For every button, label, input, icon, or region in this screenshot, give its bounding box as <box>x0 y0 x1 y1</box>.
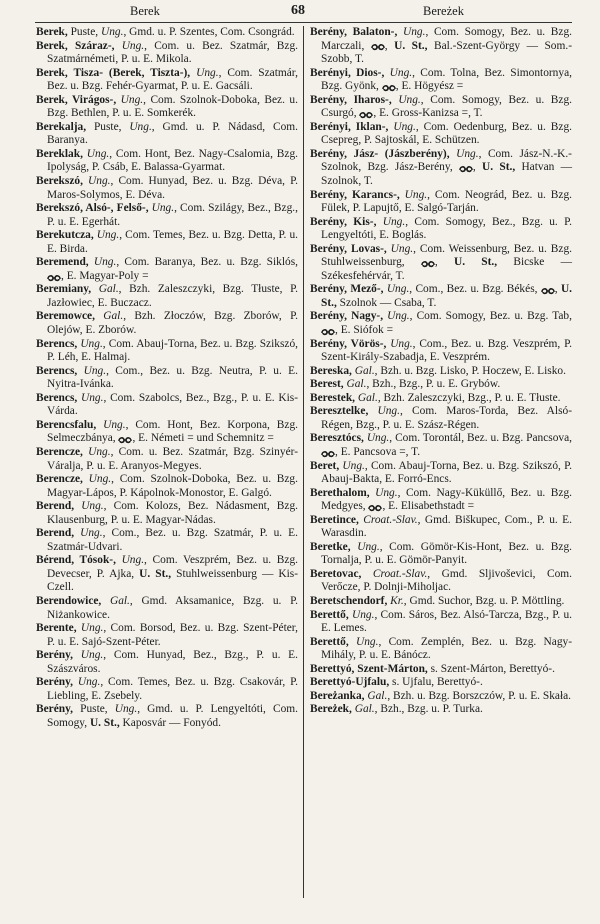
entry-region: Ung. <box>342 459 365 472</box>
entry-railway-station: U. St., <box>89 716 120 729</box>
entry-region: Ung. <box>81 391 104 404</box>
entry-region: Ung. <box>393 120 416 133</box>
entry-headword: Berény, Iharos-, <box>310 93 392 106</box>
entry-headword: Berettő, <box>310 608 349 621</box>
entry-region: Ung. <box>77 676 101 689</box>
entry-text <box>101 595 110 607</box>
gazetteer-entry <box>36 703 298 730</box>
entry-region: Ung. <box>355 635 379 648</box>
entry-text: Szolnok — Csaba, T. <box>336 296 437 309</box>
entry-text: , Gmd. Aksamanice, Bzg. u. P. Niżankowice. <box>47 594 298 621</box>
gazetteer-entry <box>36 446 298 473</box>
entry-text: Puste, <box>67 26 101 38</box>
entry-text: , Bzh. Zaleszczyki, Bzg., P. u. E. Tłuste. <box>377 391 561 404</box>
entry-region: Gal. <box>354 703 375 716</box>
gazetteer-entry <box>36 94 298 121</box>
gazetteer-entry <box>310 148 572 189</box>
entry-region: Ung. <box>366 432 390 445</box>
post-horn-icon <box>359 110 373 117</box>
entry-headword: Berendowice, <box>36 594 102 607</box>
entry-text <box>114 40 121 52</box>
entry-headword: Berényi, Dios-, <box>310 66 385 79</box>
entry-region: Croat.-Slav. <box>372 567 428 580</box>
entry-text <box>91 283 99 295</box>
entry-headword: Berekszó, Alsó-, Felső-, <box>36 202 149 215</box>
entry-text: , <box>554 283 561 296</box>
entry-region: Ung. <box>88 445 111 458</box>
gazetteer-entry <box>310 310 572 337</box>
entry-text: Puste, <box>73 703 115 716</box>
entry-text: , Com. Veszprém, Bez. u. Bzg. Devecser, P. Ajka, <box>47 554 298 580</box>
entry-headword: Berencze, <box>36 473 83 486</box>
entry-text <box>73 649 81 661</box>
entry-headword: Berény, Mező-, <box>310 283 384 296</box>
entry-region: Ung. <box>151 202 175 215</box>
entry-text: , Bzh. Złoczów, Bzg. Zborów, P. Olejów, E. Zborów. <box>47 310 298 337</box>
gazetteer-entry <box>310 663 572 677</box>
gazetteer-entry <box>310 541 572 568</box>
entry-region: Ung. <box>103 418 126 431</box>
entry-region: Ung. <box>390 337 413 350</box>
entry-headword: Bereżek, <box>310 703 352 716</box>
post-horn-icon <box>371 42 385 49</box>
entry-text: , E. Németi = und Schemnitz = <box>132 432 274 445</box>
entry-headword: Beretince, <box>310 513 359 526</box>
entry-headword: Bereżanka, <box>310 689 365 702</box>
entry-text: , <box>434 256 454 269</box>
entry-region: Ung. <box>129 120 152 133</box>
gazetteer-entry <box>310 636 572 663</box>
entry-headword: Berény, Nagy-, <box>310 310 384 323</box>
entry-headword: Beretschendorf, <box>310 594 388 607</box>
gazetteer-entry <box>36 554 298 595</box>
entry-region: Gal. <box>103 310 124 323</box>
gazetteer-entry <box>310 460 572 487</box>
entry-text: , E. Pancsova =, T. <box>335 445 421 458</box>
entry-headword: Berény, Vörös-, <box>310 337 387 350</box>
entry-text: Stuhlweissenburg — Kis-Czell. <box>47 567 298 594</box>
entry-text <box>368 405 377 417</box>
entry-region: Ung. <box>88 473 112 486</box>
entry-text: , Com. Maros-Torda, Bez. Alsó-Régen, Bzg., P. u. E. Szász-Régen. <box>321 405 572 431</box>
entry-headword: Berettyó-Ujfalu, <box>310 676 390 689</box>
entry-text: , Com. Weissenburg, Bez. u. Bzg. Stuhlweissenburg, <box>321 242 572 269</box>
gazetteer-entry <box>36 365 298 392</box>
entry-region: Ung. <box>387 310 410 323</box>
entry-text: , Com. Sáros, Bez. Alsó-Tarcza, Bzg., P. u. E. Lemes. <box>321 608 572 635</box>
gazetteer-entry <box>36 676 298 703</box>
entry-region: Kr. <box>390 594 404 607</box>
entry-text: , Com. Gömör-Kis-Hont, Bez. u. Bzg. Tornalja, P. u. E. Gömör-Panyit. <box>321 540 572 567</box>
entry-text: Puste, <box>86 120 130 133</box>
entry-headword: Berényi, Iklan-, <box>310 120 389 133</box>
entry-text: , Com. Borsod, Bez. u. Bzg. Szent-Péter, P. u. E. Sajó-Szent-Péter. <box>47 622 298 648</box>
entry-text: , Com. Hunyad, Bez. u. Bzg. Déva, P. Maros-Solymos, E. Déva. <box>47 175 298 201</box>
entry-region: Ung. <box>456 147 479 160</box>
entry-headword: Berény, <box>36 703 74 716</box>
entry-headword: Berethalom, <box>310 486 370 499</box>
entry-region: Ung. <box>80 622 104 635</box>
entry-headword: Berekalja, <box>36 120 87 133</box>
gazetteer-entry <box>36 622 298 649</box>
post-horn-icon <box>118 435 132 442</box>
post-horn-icon <box>321 327 335 334</box>
gazetteer-entry <box>310 243 572 284</box>
entry-text: , Com., Bez. u. Bzg. Veszprém, P. Szent-Király-Szabadja, E. Veszprém. <box>321 337 572 364</box>
gazetteer-entry <box>310 568 572 595</box>
entry-region: Gal. <box>346 378 367 391</box>
entry-text: , Gmd. u. P. Nádasd, Com. Baranya. <box>47 120 298 147</box>
right-column <box>310 26 572 717</box>
gazetteer-entry <box>310 216 572 243</box>
entry-region: Ung. <box>398 93 421 106</box>
entry-text: , Bzh. Zaleszczyki, Bzg. Tłuste, P. Jazłowiec, E. Buczacz. <box>47 283 298 309</box>
entry-text <box>349 636 356 648</box>
entry-railway-station: U. St., <box>482 161 516 174</box>
entry-headword: Bereklak, <box>36 147 83 160</box>
entry-region: Ung. <box>196 66 219 79</box>
page-number: 68 <box>291 3 305 18</box>
entry-headword: Berény, Kis-, <box>310 215 377 228</box>
entry-region: Ung. <box>120 93 144 106</box>
entry-region: Ung. <box>404 188 428 201</box>
gazetteer-entry <box>310 67 572 94</box>
entry-region: Ung. <box>100 26 124 38</box>
entry-railway-station: U. St., <box>139 567 172 580</box>
entry-text: Kaposvár — Fonyód. <box>119 716 221 729</box>
gazetteer-entry <box>310 703 572 717</box>
gazetteer-entry <box>36 40 298 67</box>
gazetteer-entry <box>36 256 298 283</box>
entry-headword: Berekutcza, <box>36 229 94 242</box>
entry-region: Ung. <box>80 649 104 662</box>
entry-text: , Com. Szolnok-Doboka, Bez. u. Bzg. Bethlen, P. u. E. Somkerék. <box>47 93 298 120</box>
entry-region: Ung. <box>86 147 110 160</box>
entry-headword: Berény, Karancs-, <box>310 188 400 201</box>
entry-headword: Beremiany, <box>36 283 92 296</box>
gazetteer-entry <box>36 175 298 202</box>
entry-headword: Berény, <box>36 676 74 689</box>
entry-text: , Com. Temes, Bez. u. Bzg. Csakovár, P. Liebling, E. Zsebely. <box>47 676 298 702</box>
gazetteer-entry <box>310 121 572 148</box>
entry-region: Ung. <box>80 337 103 350</box>
gazetteer-entry <box>36 500 298 527</box>
entry-text: , Com. Szatmár, Bez. u. Bzg. Fehér-Gyarmat, P. u. E. Gacsáli. <box>47 66 298 93</box>
entry-text: , Gmd. u. P. Szentes, Com. Csongrád. <box>123 26 295 38</box>
gazetteer-entry <box>310 365 572 379</box>
gazetteer-entry <box>310 392 572 406</box>
entry-headword: Bereska, <box>310 364 352 377</box>
entry-region: Gal. <box>357 391 378 404</box>
entry-text: , E. Magyar-Poly = <box>61 269 149 282</box>
entry-railway-station: U. St., <box>394 39 428 52</box>
entry-region: Ung. <box>88 175 111 188</box>
entry-text: , Com. Zemplén, Bez. u. Bzg. Nagy-Mihály, P. u. E. Bánócz. <box>321 635 572 662</box>
gazetteer-entry <box>36 649 298 676</box>
entry-region: Ung. <box>357 540 380 553</box>
entry-headword: Beresztelke, <box>310 405 369 418</box>
entry-text: , Com. u. Bez. Szatmár, Bzg. Szinyér-Váralja, P. u. E. Aranyos-Megyes. <box>47 445 298 472</box>
entry-headword: Berente, <box>36 622 77 635</box>
entry-headword: Berek, Száraz-, <box>36 39 115 52</box>
entry-region: Ung. <box>389 66 413 79</box>
entry-text: Bal.-Szent-György — Som.-Szobb, T. <box>321 39 572 66</box>
entry-text: , Com. Szabolcs, Bez., Bzg., P. u. E. Kis-Várda. <box>47 391 298 418</box>
gazetteer-entry <box>310 26 572 67</box>
entry-text: , Com., Bez. u. Bzg. Szatmár, P. u. E. Szatmár-Udvari. <box>47 527 298 553</box>
entry-headword: Berencs, <box>36 364 78 377</box>
entry-headword: Berek, Tisza- (Berek, Tiszta-), <box>36 66 191 79</box>
entry-text: , Com., Bez. u. Bzg. Békés, <box>409 283 541 296</box>
entry-text: , Com. Tolna, Bez. Simontornya, Bzg. Gyönk, <box>321 66 572 93</box>
gazetteer-entry <box>36 67 298 94</box>
entry-text: , Com. Baranya, Bez. u. Bzg. Siklós, <box>116 256 298 269</box>
entry-text: , Com. Temes, Bez. u. Bzg. Detta, P. u. E. Birda. <box>47 229 298 255</box>
entry-region: Ung. <box>83 364 107 377</box>
entry-railway-station: U. St., <box>321 283 573 309</box>
post-horn-icon <box>459 164 473 171</box>
gazetteer-entry <box>36 229 298 256</box>
entry-text: , Com. Szolnok-Doboka, Bez. u. Bzg. Magyar-Lápos, P. Kápolnok-Monostor, E. Galgó. <box>47 473 298 499</box>
entry-headword: Berény, Balaton-, <box>310 26 398 38</box>
entry-headword: Berestek, <box>310 391 356 404</box>
entry-region: Ung. <box>121 554 145 567</box>
entry-region: Croat.-Slav. <box>363 513 418 526</box>
entry-headword: Berend, <box>36 527 75 540</box>
entry-text: , Com. Abauj-Torna, Bez. u. Bzg. Szikszó, P. Abauj-Bakta, E. Forró-Encs. <box>321 459 572 486</box>
post-horn-icon <box>368 503 382 510</box>
entry-text: , Com. u. Bez. Szatmár, Bzg. Szatmárnémeti, P. u. E. Mikola. <box>47 39 299 66</box>
post-horn-icon <box>47 273 61 280</box>
entry-headword: Berencsfalu, <box>36 418 97 431</box>
entry-headword: Berencs, <box>36 337 78 350</box>
entry-headword: Berény, <box>36 649 74 662</box>
post-horn-icon <box>421 259 435 266</box>
gazetteer-entry <box>36 338 298 365</box>
running-head-right: Bereżek <box>423 4 464 18</box>
entry-text: , E. Gross-Kanizsa =, T. <box>373 107 483 120</box>
entry-text: , Com. Somogy, Bez. u. Bzg. Csurgó, <box>321 93 572 120</box>
entry-headword: Berencs, <box>36 391 78 404</box>
entry-text: , <box>384 39 395 52</box>
gazetteer-entry <box>310 595 572 609</box>
entry-region: Ung. <box>375 486 398 499</box>
entry-region: Ung. <box>390 242 414 255</box>
gazetteer-entry <box>36 310 298 337</box>
gazetteer-entry <box>310 283 572 310</box>
entry-region: Ung. <box>351 608 375 621</box>
entry-text: , E. Elisabethstadt = <box>382 500 474 513</box>
entry-text: s. Ujfalu, Berettyó-. <box>389 676 483 689</box>
entry-region: Gal. <box>367 689 388 702</box>
entry-text: , Com. Oedenburg, Bez. u. Bzg. Csepreg, P. Sajtoskál, E. Schützen. <box>321 120 572 147</box>
entry-text: , Com. Nagy-Küküllő, Bez. u. Bzg. Medgyes, <box>321 486 572 513</box>
gazetteer-entry <box>310 405 572 432</box>
gazetteer-entry <box>36 419 298 446</box>
entry-railway-station: U. St., <box>453 256 498 269</box>
column-divider <box>303 26 304 898</box>
entry-region: Ung. <box>402 26 426 38</box>
gazetteer-entry <box>36 595 298 622</box>
entry-text: Hatvan — Szolnok, T. <box>321 161 572 188</box>
entry-text: , Bzh. u. Bzg. Borszczów, P. u. E. Skała. <box>387 689 572 702</box>
entry-headword: Beremend, <box>36 256 89 269</box>
entry-headword: Berencze, <box>36 445 83 458</box>
gazetteer-entry <box>310 487 572 514</box>
entry-text: , Bzh., Bzg. u. P. Turka. <box>374 703 483 716</box>
entry-text: , Bzh., Bzg., P. u. E. Grybów. <box>366 378 501 391</box>
entry-region: Ung. <box>114 703 138 716</box>
entry-text: , Com. Abauj-Torna, Bez. u. Bzg. Szikszó, P. Léh, E. Halmaj. <box>47 337 298 364</box>
entry-headword: Beret, <box>310 459 340 472</box>
entry-headword: Berend, <box>36 500 75 513</box>
entry-text: , Gmd. u. P. Lengyeltóti, Com. Somogy, <box>47 703 298 729</box>
entry-text: , Gmd. Suchor, Bzg. u. P. Möttling. <box>403 594 565 607</box>
gazetteer-entry <box>310 432 572 459</box>
entry-headword: Berekszó, <box>36 175 83 188</box>
entry-text: , Com. Hont, Bez. Korpona, Bzg. Selmeczbánya, <box>47 418 298 445</box>
entry-region: Ung. <box>81 500 104 513</box>
entry-region: Ung. <box>96 229 120 242</box>
gazetteer-entry <box>310 378 572 392</box>
entry-text: , Gmd. Sljivoševici, Com. Verőcze, P. Dolnji-Miholjac. <box>321 567 572 594</box>
gazetteer-entry <box>36 527 298 554</box>
entry-region: Ung. <box>121 39 145 52</box>
gazetteer-entry <box>36 202 298 229</box>
entry-text: , Com. Neográd, Bez. u. Bzg. Fülek, P. Lapujtő, E. Salgó-Tarján. <box>321 188 572 215</box>
entry-headword: Beremowce, <box>36 310 95 323</box>
entry-headword: Berény, Jász- (Jászberény), <box>310 147 450 160</box>
entry-text: , E. Högyész = <box>395 80 464 93</box>
gazetteer-entry <box>310 609 572 636</box>
entry-text: , Com. Somogy, Bez. u. Bzg. Tab, <box>409 310 572 323</box>
entry-region: Ung. <box>377 405 400 418</box>
entry-headword: Beretke, <box>310 540 351 553</box>
entry-text: , Com. Torontál, Bez. u. Bzg. Pancsova, <box>389 432 572 445</box>
entry-text: , Com. Jász-N.-K.-Szolnok, Bzg. Jász-Berény, <box>321 147 572 174</box>
entry-text: , Com. Somogy, Bez. u. Bzg. Marczali, <box>321 26 572 52</box>
entry-text: Bicske — Székesfehérvár, T. <box>321 256 572 282</box>
entry-region: Gal. <box>109 594 130 607</box>
entry-text: , <box>472 161 483 174</box>
gazetteer-entry <box>310 338 572 365</box>
entry-text: s. Szent-Márton, Berettyó-. <box>427 662 555 675</box>
gazetteer-entry <box>310 676 572 690</box>
gazetteer-entry <box>36 26 298 40</box>
entry-region: Ung. <box>386 283 410 296</box>
entry-text: , Gmd. Biškupec, Com., P. u. E. Warasdin. <box>321 513 572 540</box>
gazetteer-entry <box>310 189 572 216</box>
gazetteer-entry <box>36 121 298 148</box>
entry-text: , Com., Bez. u. Bzg. Neutra, P. u. E. Nyitra-Ivánka. <box>47 364 298 391</box>
entry-headword: Beretovac, <box>310 567 362 580</box>
entry-headword: Berettyó, Szent-Márton, <box>310 662 428 675</box>
entry-text: , E. Siófok = <box>335 324 393 337</box>
post-horn-icon <box>321 449 335 456</box>
entry-text: , Com. Szilágy, Bez., Bzg., P. u. E. Egerhát. <box>47 202 298 228</box>
gazetteer-entry <box>36 473 298 500</box>
gazetteer-entry <box>36 148 298 175</box>
post-horn-icon <box>382 83 396 90</box>
entry-headword: Berek, <box>36 26 68 38</box>
entry-region: Ung. <box>93 256 117 269</box>
gazetteer-entry <box>310 94 572 121</box>
entry-text: , Com. Hont, Bez. Nagy-Csalomia, Bzg. Ipolyság, P. Csáb, E. Balassa-Gyarmat. <box>47 147 298 174</box>
entry-text <box>95 310 103 322</box>
entry-region: Ung. <box>382 215 406 228</box>
entry-region: Gal. <box>354 364 375 377</box>
entry-headword: Berest, <box>310 378 344 391</box>
header-rule <box>35 22 572 23</box>
left-column <box>36 26 298 730</box>
gazetteer-entry <box>310 514 572 541</box>
entry-headword: Beresztócs, <box>310 432 364 445</box>
entry-headword: Berek, Virágos-, <box>36 93 117 106</box>
entry-text: , Com. Somogy, Bez., Bzg. u. P. Lengyeltóti, E. Boglás. <box>321 215 572 242</box>
post-horn-icon <box>541 286 555 293</box>
gazetteer-entry <box>36 283 298 310</box>
running-head-left: Berek <box>130 4 160 18</box>
entry-text: , Com. Hunyad, Bez., Bzg., P. u. E. Szászváros. <box>47 649 298 675</box>
entry-headword: Berény, Lovas-, <box>310 242 387 255</box>
gazetteer-entry <box>310 690 572 704</box>
entry-headword: Bérend, Tósok-, <box>36 554 116 567</box>
entry-text: , Bzh. u. Bzg. Lisko, P. Hoczew, E. Lisko. <box>374 364 566 377</box>
gazetteer-entry <box>36 392 298 419</box>
entry-text: , Com. Kolozs, Bez. Nádasment, Bzg. Klausenburg, P. u. E. Magyar-Nádas. <box>47 500 298 526</box>
entry-region: Gal. <box>98 283 119 296</box>
entry-text <box>361 568 373 580</box>
entry-region: Ung. <box>80 527 103 540</box>
entry-headword: Berettő, <box>310 635 349 648</box>
